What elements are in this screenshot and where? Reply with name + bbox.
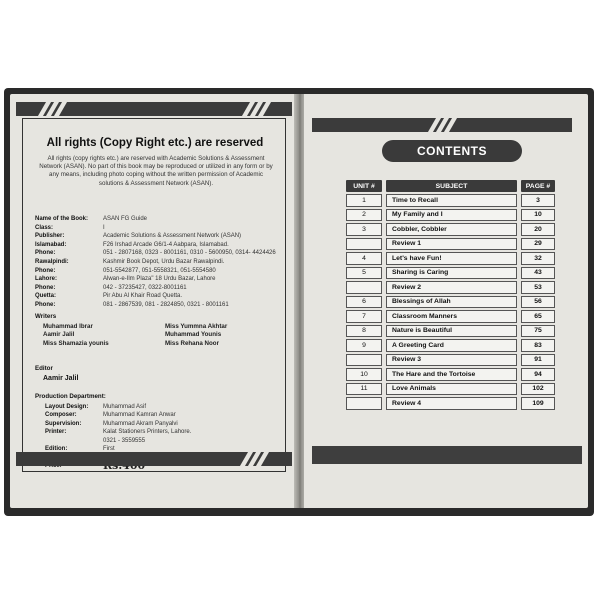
production-row: Composer: Muhammad Kamran Anwar	[45, 412, 176, 419]
subject-title: Blessings of Allah	[386, 296, 517, 309]
writers-label: Writers	[35, 313, 57, 320]
contents-row	[346, 310, 555, 323]
bottom-decorative-bar	[16, 452, 292, 466]
page-column-header: PAGE #	[521, 180, 555, 192]
subject-title: My Family and I	[386, 209, 517, 222]
subject-column-header: SUBJECT	[386, 180, 517, 192]
page-number: 29	[521, 238, 555, 251]
page-number: 53	[521, 281, 555, 294]
contents-row	[346, 194, 555, 207]
contents-row	[346, 267, 555, 280]
unit-number: 3	[346, 223, 382, 236]
contents-row	[346, 238, 555, 251]
page-number: 56	[521, 296, 555, 309]
page-number: 43	[521, 267, 555, 280]
page-number: 75	[521, 325, 555, 338]
contents-row	[346, 397, 555, 410]
production-label: Production Department:	[35, 393, 106, 400]
subject-title: Review 2	[386, 281, 517, 294]
production-row: Edition: First	[45, 445, 115, 452]
contents-row	[346, 252, 555, 265]
detail-row: Lahore: Alwan-e-Ilm Plaza" 18 Urdu Bazar, Lahore	[35, 276, 216, 283]
page-number: 10	[521, 209, 555, 222]
subject-title: Classroom Manners	[386, 310, 517, 323]
writer-row: Aamir Jalil Muhammad Younis	[43, 331, 222, 339]
subject-title: Time to Recall	[386, 194, 517, 207]
unit-number	[346, 281, 382, 294]
page-number: 83	[521, 339, 555, 352]
unit-number	[346, 397, 382, 410]
production-row: Layout Design: Muhammad Asif	[45, 404, 147, 410]
contents-heading: CONTENTS	[382, 140, 522, 162]
top-decorative-bar	[312, 118, 572, 132]
contents-header-row	[346, 180, 555, 192]
detail-row: Class: I	[35, 224, 105, 231]
copyright-notice: All rights (copy rights etc.) are reserved with Academic Solutions & Assessment Network (ASAN). No part of this book may be reproduced or utilized in any form or by any means, including photo coping without the written permission of Academic solutions & Assessment Network (ASAN).	[39, 155, 273, 187]
production-row: 0321 - 3559555	[103, 437, 146, 444]
page-number: 32	[521, 252, 555, 265]
subject-title: The Hare and the Tortoise	[386, 368, 517, 381]
contents-row	[346, 281, 555, 294]
contents-row	[346, 339, 555, 352]
production-row: Printer: Kalat Stationers Printers, Lahore.	[45, 429, 192, 436]
unit-number: 9	[346, 339, 382, 352]
page-number: 3	[521, 194, 555, 207]
subject-title: Let's have Fun!	[386, 252, 517, 265]
detail-row: Phone: 051 - 2807168, 0323 - 8001161, 0310 - 5600950, 0314- 4424426	[35, 250, 276, 257]
detail-row: Islamabad: F26 Irshad Arcade G6/1-4 Aabpara, Islamabad.	[35, 241, 229, 248]
unit-number: 5	[346, 267, 382, 280]
page-number: 20	[521, 223, 555, 236]
subject-title: Nature is Beautiful	[386, 325, 517, 338]
bottom-decorative-bar	[312, 446, 582, 464]
subject-title: Review 4	[386, 397, 517, 410]
unit-number: 1	[346, 194, 382, 207]
production-row: Supervision: Muhammad Akram Panyalvi	[45, 420, 178, 427]
contents-row	[346, 223, 555, 236]
detail-row: Phone: 051-5542877, 051-5558321, 051-5554580	[35, 267, 216, 274]
top-decorative-bar	[16, 102, 292, 116]
subject-title: A Greeting Card	[386, 339, 517, 352]
unit-number: 4	[346, 252, 382, 265]
detail-row: Phone: 042 - 37235427, 0322-8001161	[35, 284, 187, 291]
contents-row	[346, 354, 555, 367]
unit-number: 10	[346, 368, 382, 381]
unit-number: 8	[346, 325, 382, 338]
detail-row: Quetta: Pir Abu Al Khair Road Quetta.	[35, 293, 183, 300]
contents-row	[346, 383, 555, 396]
unit-number: 2	[346, 209, 382, 222]
page-number: 91	[521, 354, 555, 367]
unit-column-header: UNIT #	[346, 180, 382, 192]
subject-title: Love Animals	[386, 383, 517, 396]
detail-row: Phone: 081 - 2867539, 081 - 2824850, 0321 - 8001161	[35, 301, 229, 308]
writer-row: Muhammad Ibrar Miss Yummna Akhtar	[43, 323, 228, 330]
contents-row	[346, 368, 555, 381]
subject-title: Sharing is Caring	[386, 267, 517, 280]
page-number: 102	[521, 383, 555, 396]
writer-row: Miss Shamazia younis Miss Rehana Noor	[43, 339, 219, 347]
left-page	[10, 94, 298, 508]
unit-number	[346, 354, 382, 367]
unit-number: 11	[346, 383, 382, 396]
unit-number: 6	[346, 296, 382, 309]
subject-title: Review 3	[386, 354, 517, 367]
writers-list	[43, 323, 283, 348]
contents-row	[346, 325, 555, 338]
copyright-frame	[22, 118, 286, 472]
detail-row: Name of the Book: ASAN FG Guide	[35, 216, 148, 222]
subject-title: Review 1	[386, 238, 517, 251]
page-number: 65	[521, 310, 555, 323]
unit-number: 7	[346, 310, 382, 323]
detail-row: Publisher: Academic Solutions & Assessment Network (ASAN)	[35, 233, 242, 240]
book-details	[35, 215, 281, 310]
editor-name: Aamir Jalil	[43, 375, 79, 382]
detail-row: Rawalpindi: Kashmir Book Depot, Urdu Bazar Rawalpindi.	[35, 258, 225, 265]
page-number: 94	[521, 368, 555, 381]
right-page	[304, 94, 588, 508]
page-number: 109	[521, 397, 555, 410]
contents-table	[346, 178, 555, 412]
copyright-title: All rights (Copy Right etc.) are reserved	[46, 137, 264, 149]
editor-label: Editor	[35, 365, 53, 372]
subject-title: Cobbler, Cobbler	[386, 223, 517, 236]
contents-row	[346, 209, 555, 222]
contents-row	[346, 296, 555, 309]
open-book	[4, 88, 594, 516]
unit-number	[346, 238, 382, 251]
